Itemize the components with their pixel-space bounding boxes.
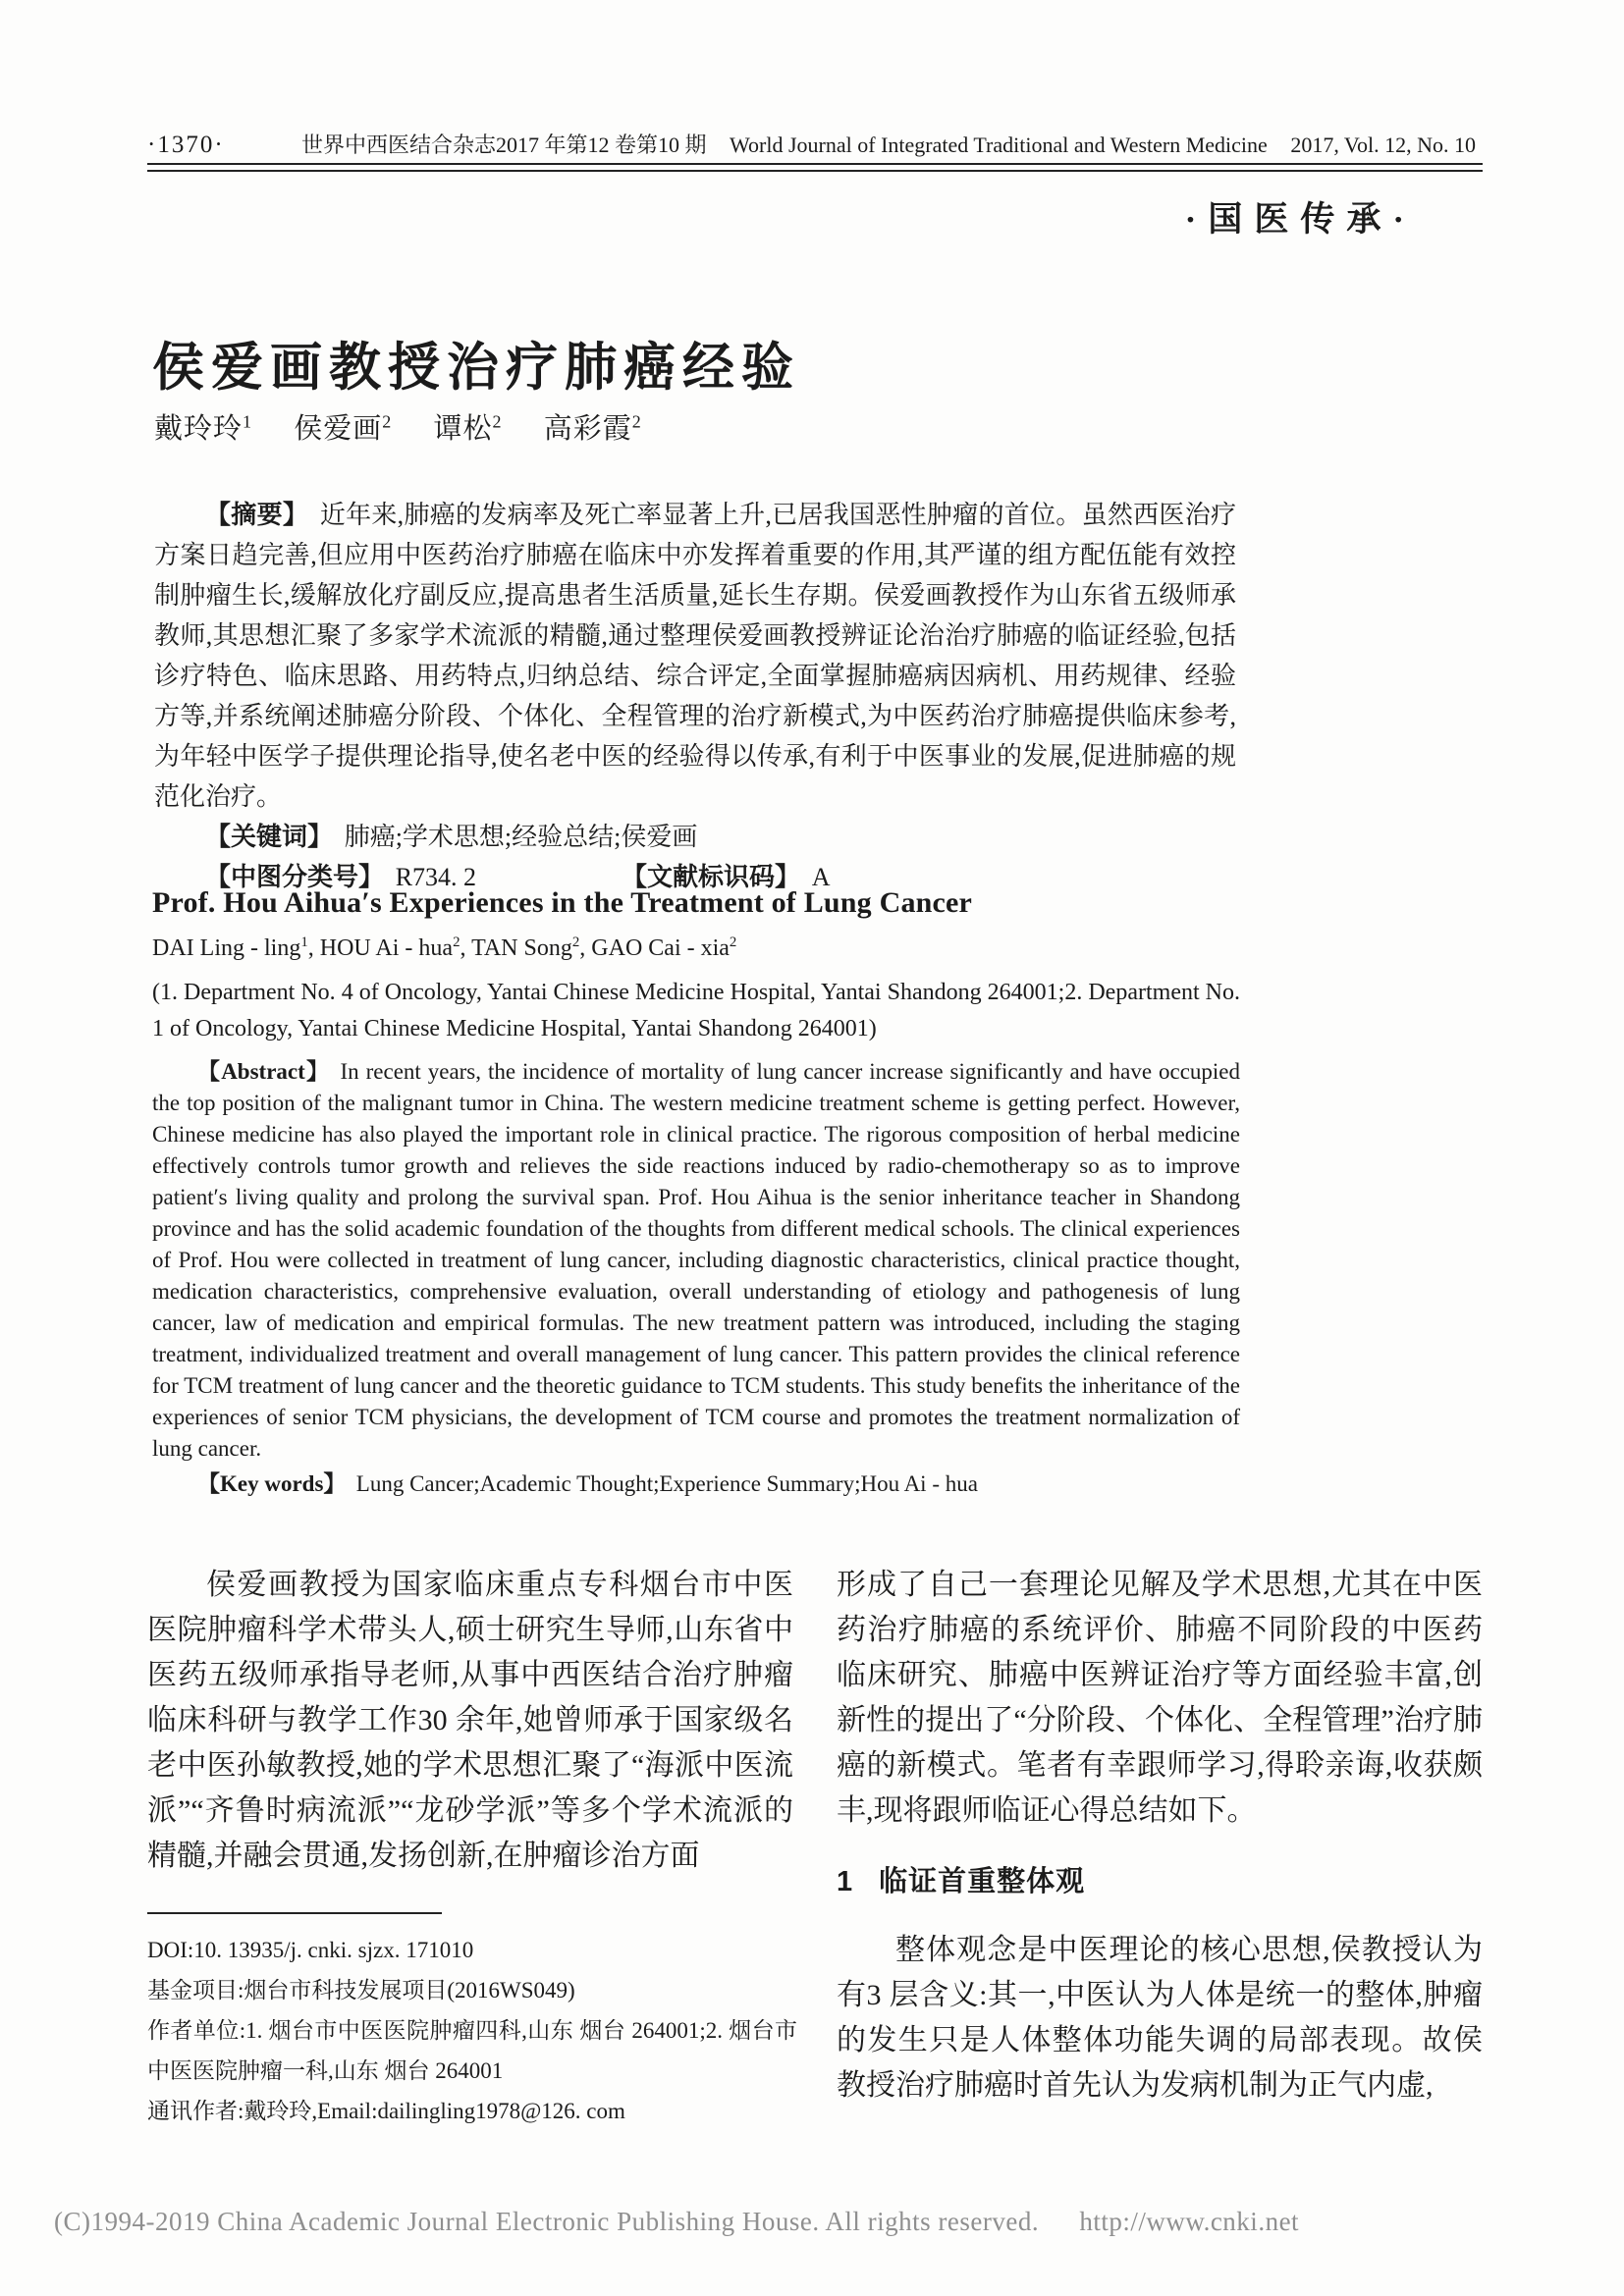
author-cn [294,413,392,445]
english-abstract-text: In recent years, the incidence of mortality of lung cancer increase significantly and have occupied the top position of the malignant tumor in China. The western medicine treatment scheme is getting perfect. However, Chinese medicine has also played the important role in clinical practice. The rigorous composition of herbal medicine effectively controls tumor growth and relieves the side reactions induced by radio-chemotherapy so as to improve patient′s living quality and prolong the survival span. Prof. Hou Aihua is the senior inheritance teacher in Shandong province and has the solid academic foundation of the thoughts from different medical schools. The clinical experiences of Prof. Hou were collected in treatment of lung cancer, including diagnostic characteristics, clinical practice thought, medication characteristics, comprehensive evaluation, overall understanding of etiology and pathogenesis of lung cancer, law of medication and empirical formulas. The new treatment pattern was introduced, including the staging treatment, individualized treatment and overall management of lung cancer. This pattern provides the clinical reference for TCM treatment of lung cancer and the theoretic guidance to TCM students. This study benefits the inheritance of the experiences of senior TCM physicians, the development of TCM course and promotes the treatment normalization of lung cancer. [152,1059,1241,1461]
body-left-column [147,1563,793,1879]
footnote-rule [147,1912,442,1914]
body-paragraph-right-2: 整体观念是中医理论的核心思想,侯教授认为有3 层含义:其一,中医认为人体是统一的整体,肿瘤的发生只是人体整体功能失调的局部表现。故侯教授治疗肺癌时首先认为发病机制为正气内虚, [837,1934,1483,2102]
keywords-line-cn [154,817,1236,857]
doc-code-label: 【文献标识码】 [622,863,801,891]
abstract-label-cn: 【摘要】 [205,501,309,529]
author-en [152,935,320,961]
english-keywords-text: Lung Cancer;Academic Thought;Experience Summary;Hou Ai - hua [355,1471,978,1496]
english-abstract-label: 【Abstract】 [197,1059,331,1084]
section-number: 1 [837,1866,854,1897]
header-double-rule [147,163,1483,172]
author-cn [154,413,252,445]
fund-line: 基金项目:烟台市科技发展项目(2016WS049) [147,1978,575,2002]
section-1-heading [837,1859,1483,1904]
author-sup: 2 [492,411,503,432]
english-title: Prof. Hou Aihua′s Experiences in the Treatment of Lung Cancer [152,886,973,919]
abstract-text-cn: 近年来,肺癌的发病率及死亡率显著上升,已居我国恶性肿瘤的首位。虽然西医治疗方案日趋完善,但应用中医药治疗肺癌在临床中亦发挥着重要的作用,其严谨的组方配伍能有效控制肿瘤生长,缓解放化疗副反应,提高患者生活质量,延长生存期。侯爱画教授作为山东省五级师承教师,其思想汇聚了多家学术流派的精髓,通过整理侯爱画教授辨证论治治疗肺癌的临证经验,包括诊疗特色、临床思路、用药特点,归纳总结、综合评定,全面掌握肺癌病因病机、用药规律、经验方等,并系统阐述肺癌分阶段、个体化、全程管理的治疗新模式,为中医药治疗肺癌提供临床参考,为年轻中医学子提供理论指导,使名老中医的经验得以传承,有利于中医事业的发展,促进肺癌的规范化治疗。 [154,501,1236,811]
keywords-text-cn: 肺癌;学术思想;经验总结;侯爱画 [344,823,698,851]
author-name: 谭松 [433,413,493,445]
english-keywords-label: 【Key words】 [197,1471,347,1496]
body-paragraph-right-1: 形成了自己一套理论见解及学术思想,尤其在中医药治疗肺癌的系统评价、肺癌不同阶段的中医药临床研究、肺癌中医辨证治疗等方面经验丰富,创新性的提出了“分阶段、个体化、全程管理”治疗肺癌的新模式。笔者有幸跟师学习,得聆亲诲,收获颇丰,现将跟师临证心得总结如下。 [837,1569,1483,1827]
first-page-footnote [147,1912,797,2131]
author-sup: 2 [631,411,642,432]
body-paragraph-left: 侯爱画教授为国家临床重点专科烟台市中医医院肿瘤科学术带头人,硕士研究生导师,山东省中医药五级师承指导老师,从事中西医结合治疗肿瘤临床科研与教学工作30 余年,她曾师承于国家级名老中医孙敏教授,她的学术思想汇聚了“海派中医流派”“齐鲁时病流派”“龙砂学派”等多个学术流派的精髓,并融会贯通,发扬创新,在肿瘤诊治方面 [147,1569,793,1872]
author-name: 侯爱画 [294,413,383,445]
author-name: 高彩霞 [543,413,632,445]
english-authors [152,935,1240,962]
author-en [471,935,591,961]
journal-masthead [295,129,1483,159]
authors-cn [154,406,676,447]
author-separator: , [460,935,472,961]
author-sup: 2 [729,934,737,950]
author-separator: , [307,935,320,961]
author-sup: 1 [243,411,252,432]
body-right-column [837,1563,1483,2109]
cnki-copyright-footer [54,2207,1586,2237]
author-name: TAN Song [471,935,572,961]
author-name: GAO Cai - xia [591,935,730,961]
clc-label: 【中图分类号】 [205,863,385,891]
cnki-url: http://www.cnki.net [1079,2207,1300,2236]
abstract-block-cn [154,495,1236,897]
keywords-label-cn: 【关键词】 [205,823,334,851]
author-cn [434,413,503,445]
column-badge: ·国医传承· [1184,200,1416,239]
journal-volume-info: 2017, Vol. 12, No. 10 [1290,133,1476,157]
page-header [147,129,1483,159]
author-en [320,935,471,961]
journal-title-en: World Journal of Integrated Traditional and Western Medicine [730,133,1268,157]
author-sup: 1 [300,934,308,950]
author-sup: 2 [382,411,393,432]
clc-value: R734. 2 [395,863,477,891]
doc-code-value: A [811,863,831,891]
affiliation-line: 作者单位:1. 烟台市中医医院肿瘤四科,山东 烟台 264001;2. 烟台市中医医院肿瘤一科,山东 烟台 264001 [147,2018,797,2083]
author-cn [544,413,642,445]
article-title: 侯爱画教授治疗肺癌经验 [152,339,800,397]
author-name: 戴玲玲 [154,413,244,445]
english-keywords-line [152,1468,1240,1500]
correspondence-line: 通讯作者:戴玲玲,Email:dailingling1978@126. com [147,2099,625,2123]
author-sup: 2 [571,934,580,950]
author-separator: , [579,935,592,961]
journal-title-cn: 世界中西医结合杂志2017 年第12 卷第10 期 [301,133,707,157]
author-sup: 2 [453,934,460,950]
section-title: 临证首重整体观 [879,1866,1086,1897]
abstract-cn [154,495,1236,817]
english-section [152,886,1240,1500]
english-abstract [152,1056,1240,1465]
english-affiliation: (1. Department No. 4 of Oncology, Yantai Chinese Medicine Hospital, Yantai Shandong 264001;2. Department No. 1 of Oncology, Yantai Chinese Medicine Hospital, Yantai Shandong 264001) [152,980,1240,1041]
doi-line: DOI:10. 13935/j. cnki. sjzx. 171010 [147,1938,474,1962]
author-name: HOU Ai - hua [319,935,454,961]
author-name: DAI Ling - ling [152,935,301,961]
copyright-text: (C)1994-2019 China Academic Journal Electronic Publishing House. All rights reserved. [54,2207,1040,2236]
author-en [591,935,736,961]
page-number: ·1370· [147,132,225,158]
